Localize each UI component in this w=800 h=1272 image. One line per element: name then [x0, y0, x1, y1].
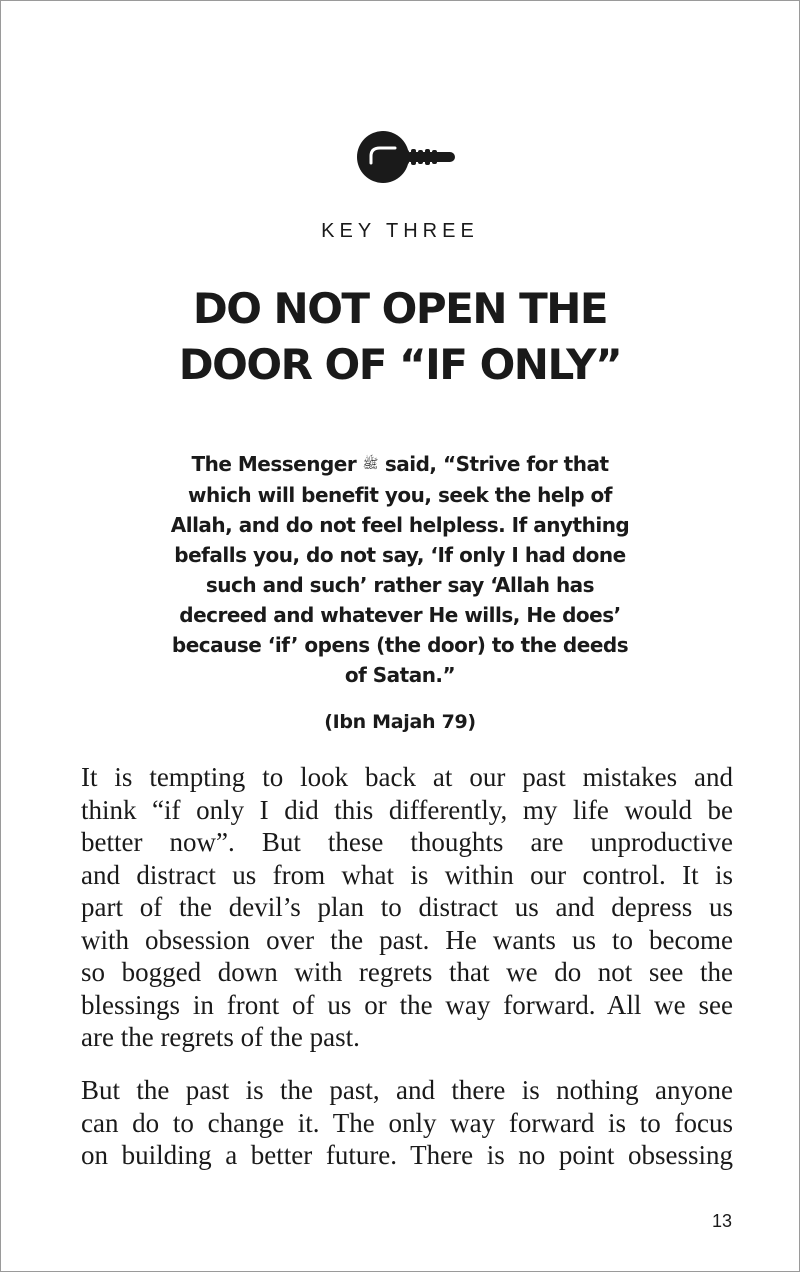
chapter-title: [1, 281, 799, 393]
honorific-symbol: ﷺ: [362, 457, 379, 472]
hadith-reference: (Ibn Majah 79): [324, 711, 476, 733]
hadith-line: such and such’ rather say ‘Allah has: [205, 573, 595, 597]
hadith-line-text: said, “Strive for that: [378, 452, 609, 476]
hadith-line: because ‘if’ opens (the door) to the deeds: [171, 633, 629, 657]
hadith-line: [121, 449, 679, 480]
hadith-line: of Satan.”: [344, 663, 456, 687]
hadith-line-text: The Messenger: [191, 452, 363, 476]
paragraph-line: on building a better future. There is no point obsessing: [81, 1140, 733, 1170]
paragraph-line: part of the devil’s plan to distract us and depress us: [81, 892, 733, 922]
paragraph-line: with obsession over the past. He wants us to become: [81, 924, 733, 955]
body-paragraph: [81, 761, 733, 1054]
page-number: 13: [711, 1211, 732, 1231]
paragraph-line: and distract us from what is within our control. It is: [81, 859, 733, 890]
paragraph-line: better now”. But these thoughts are unproductive: [81, 827, 733, 857]
hadith-line: befalls you, do not say, ‘If only I had done: [174, 543, 626, 567]
paragraph-line: are the regrets of the past.: [81, 1022, 360, 1052]
chapter-kicker: KEY THREE: [321, 220, 479, 242]
hadith-line: Allah, and do not feel helpless. If anything: [170, 513, 630, 537]
key-icon: [355, 129, 459, 185]
body-paragraph: [81, 1074, 733, 1172]
paragraph-line: But the past is the past, and there is nothing anyone: [81, 1075, 733, 1105]
paragraph-line: can do to change it. The only way forward is to focus: [81, 1107, 733, 1138]
paragraph-line: so bogged down with regrets that we do not see the: [81, 957, 733, 987]
chapter-title-line: DO NOT OPEN THE: [192, 284, 608, 333]
hadith-quote: [121, 449, 679, 690]
hadith-line: which will benefit you, seek the help of: [188, 483, 612, 507]
chapter-title-line: DOOR OF “IF ONLY”: [178, 340, 622, 389]
paragraph-line: blessings in front of us or the way forward. All we see: [81, 989, 733, 1020]
paragraph-line: It is tempting to look back at our past mistakes and: [81, 762, 733, 792]
hadith-line: decreed and whatever He wills, He does’: [179, 603, 621, 627]
paragraph-line: think “if only I did this differently, my life would be: [81, 794, 733, 825]
